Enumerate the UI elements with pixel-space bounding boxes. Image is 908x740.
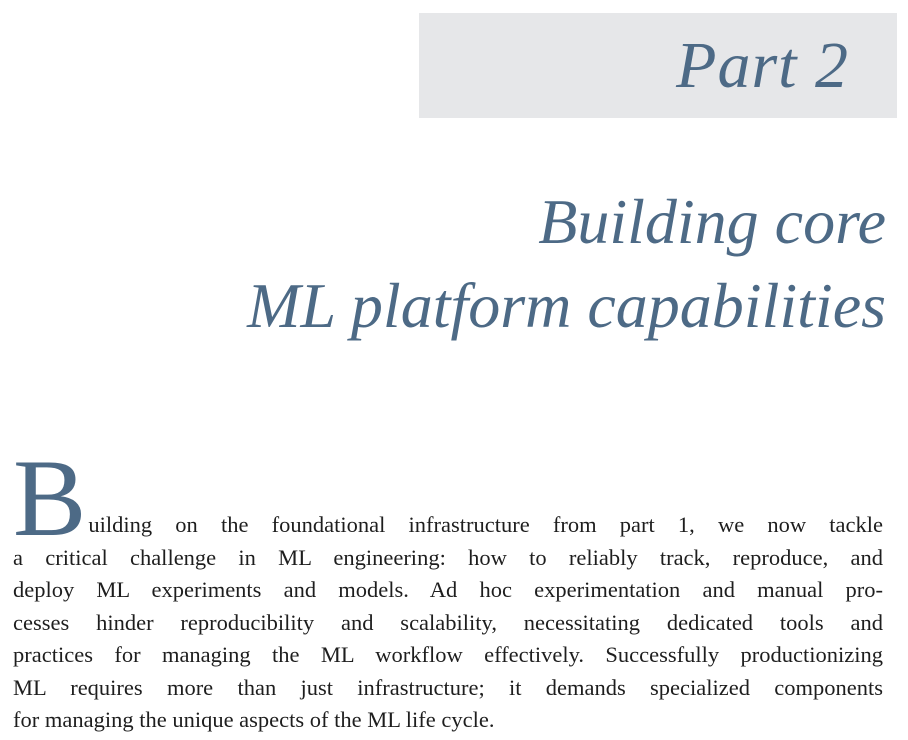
intro-line: uilding on the foundational infrastructure from part 1, we now tackle <box>88 512 883 537</box>
part-title-line-2: ML platform capabilities <box>247 270 886 341</box>
part-banner <box>419 13 897 118</box>
intro-line: ML requires more than just infrastructure; it demands specialized components <box>13 674 883 700</box>
part-label: Part 2 <box>676 29 849 102</box>
intro-line: cesses hinder reproducibility and scalability, necessitating dedicated tools and <box>13 609 883 635</box>
intro-line: for managing the unique aspects of the ML life cycle. <box>13 707 495 732</box>
intro-line: a critical challenge in ML engineering: how to reliably track, reproduce, and <box>13 544 883 570</box>
part-title-line-1: Building core <box>538 186 886 257</box>
intro-line: practices for managing the ML workflow effectively. Successfully productionizing <box>13 642 883 667</box>
intro-paragraph <box>13 437 883 737</box>
part-title <box>247 180 886 348</box>
drop-cap: B <box>13 437 87 559</box>
intro-line: deploy ML experiments and models. Ad hoc experimentation and manual pro- <box>13 577 883 602</box>
